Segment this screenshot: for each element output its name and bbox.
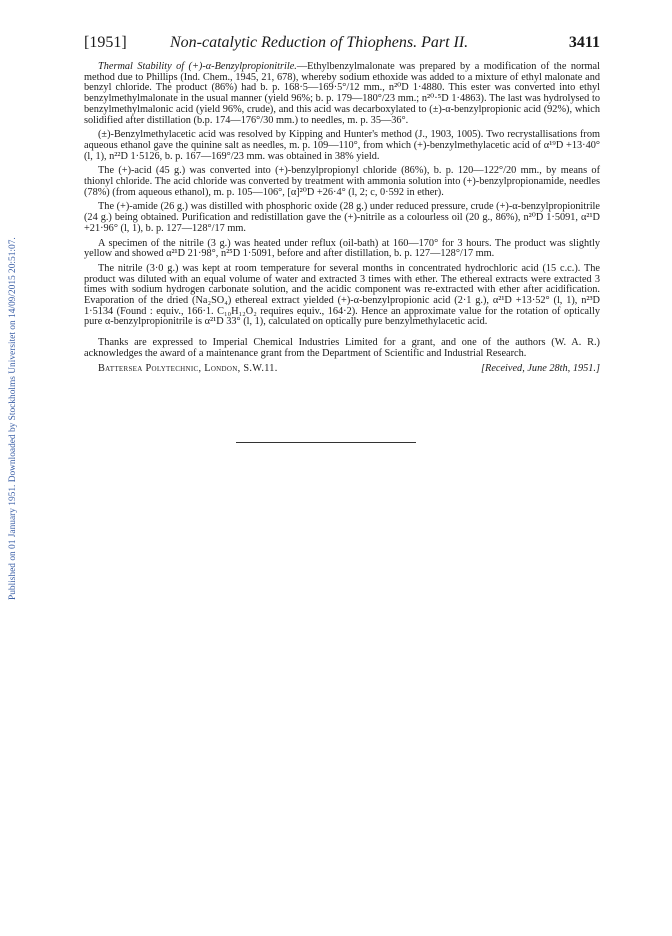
- paragraph-text: The nitrile (3·0 g.) was kept at room temperature for several months in concentrated hydrochloric acid (15 c.c.). The product was diluted with an equal volume of water and extracted 3 times with ether. The ethereal extracts were extracted 3 times with sodium hydrogen carbonate solution, and the acidic component was re-extracted with ether after acidification. Evaporation of the dried (Na₂SO₄) ethereal extract yielded (+)-α-benzylpropionic acid (2·1 g.), α²¹D +13·52° (l, 1), n²³D 1·5134 (Found : equiv., 166·1. C₁₀H₁₂O₂ requires equiv., 164·2). Hence an approximate value for the rotation of optically pure α-benzylpropionitrile is α²¹D 33° (l, 1), calculated on optically pure benzylmethylacetic acid.: [84, 262, 600, 328]
- paragraph-text: —Ethylbenzylmalonate was prepared by a modification of the normal method due to Phillips (Ind. Chem., 1945, 21, 678), whereby sodium ethoxide was added to a mixture of ethyl malonate and benzyl chloride. The product (86%) had b. p. 168·5—169·5°/12 mm., n²⁰D 1·4880. This ester was converted into ethyl benzylmethylmalonate in the usual manner (yield 96%; b. p. 179—180°/23 mm.; n²⁰·⁵D 1·4863). The last was hydrolysed to benzylmethylmalonic acid (yield 96%, crude), and this acid was decarboxylated to (±)-α-benzylpropionic acid (92%), which solidified after distillation (b.p. 174—176°/30 mm.) to needles, m. p. 35—36°.: [84, 61, 600, 126]
- paragraph-nitrile-heating: [84, 239, 600, 260]
- page-header: [84, 34, 600, 58]
- paragraph-hydrolysis: [84, 264, 600, 328]
- article-body: [84, 62, 600, 378]
- paragraph-resolution: [84, 130, 600, 162]
- paragraph-thermal-stability: [84, 62, 600, 126]
- paragraph-text: The (+)-amide (26 g.) was distilled with phosphoric oxide (28 g.) under reduced pressure, crude (+)-α-benzylpropionitrile (24 g.) being obtained. Purification and redistillation gave the (+)-nitrile as a colourless oil (20 g., 86%), n²⁰D 1·5091, α²¹D +21·96° (l, 1), b. p. 127—128°/17 mm.: [84, 201, 600, 234]
- paragraph-text: Thanks are expressed to Imperial Chemical Industries Limited for a grant, and one of the authors (W. A. R.) acknowledges the award of a maintenance grant from the Department of Scientific and Industrial Research.: [84, 337, 600, 359]
- received-date: [Received, June 28th, 1951.]: [481, 362, 600, 374]
- paragraph-text: (±)-Benzylmethylacetic acid was resolved by Kipping and Hunter's method (J., 1903, 1005). Two recrystallisations from aqueous ethanol gave the quinine salt as needles, m. p. 109—110°, from which (+)-benzylmethylacetic acid of α¹⁹D +13·40° (l, 1), n²²D 1·5126, b. p. 167—169°/23 mm. was obtained in 38% yield.: [84, 129, 600, 162]
- paragraph-amide: [84, 202, 600, 234]
- paragraph-acid-chloride: [84, 166, 600, 198]
- paragraph-acknowledgements: [84, 338, 600, 359]
- header-year: [1951]: [84, 34, 127, 51]
- download-watermark-text: Published on 01 January 1951. Downloaded by Stockholms Universitet on 14/09/2015 20:51:07.: [8, 237, 18, 600]
- paragraph-text: The (+)-acid (45 g.) was converted into (+)-benzylpropionyl chloride (86%), b. p. 120—122°/20 mm., by means of thionyl chloride. The acid chloride was converted by treatment with ammonia solution into (+)-benzylpropionamide, needles (78%) (from aqueous ethanol), m. p. 105—106°, [α]²⁰D +26·4° (l, 2; c, 0·592 in ether).: [84, 165, 600, 198]
- download-watermark: [8, 140, 22, 600]
- signature-line: [84, 364, 600, 378]
- end-rule: [236, 442, 416, 443]
- paragraph-lead: Thermal Stability of (+)-α-Benzylpropionitrile.: [98, 61, 297, 72]
- header-page-number: 3411: [568, 34, 600, 51]
- header-title: Non-catalytic Reduction of Thiophens. Part II.: [170, 34, 469, 51]
- paragraph-text: A specimen of the nitrile (3 g.) was heated under reflux (oil-bath) at 160—170° for 3 hours. The product was slightly yellow and showed α²¹D 21·98°, n²⁵D 1·5091, before and after distillation, b. p. 127—128°/17 mm.: [84, 237, 600, 260]
- institution-address: Battersea Polytechnic, London, S.W.11.: [98, 362, 278, 374]
